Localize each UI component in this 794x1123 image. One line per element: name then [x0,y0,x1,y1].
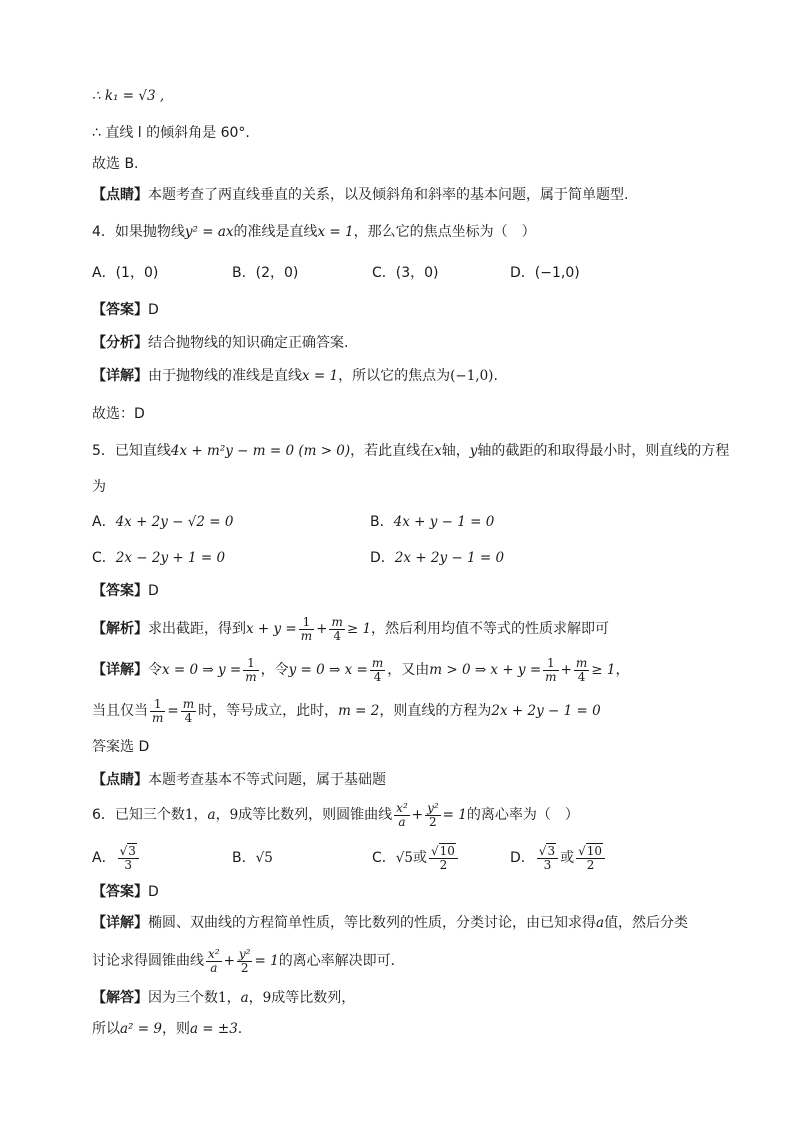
q5-comment [92,770,734,790]
or-word: 或 [560,850,575,866]
q6-detail [92,913,734,933]
denominator: 3 [118,858,139,872]
detail2-text-c: ，则直线的方程为 [379,703,492,719]
q6-option-c-label: C． [372,850,396,866]
plus-sign: + [316,621,328,637]
radicand: 10 [586,843,603,858]
comment-text: 本题考查了两直线垂直的关系，以及倾斜角和斜率的基本问题，属于简单题型. [148,187,629,203]
num-1: 1 [218,990,227,1006]
inequality: ≥ 1 [591,662,616,678]
detail2-text-b: 时，等号成立，此时， [198,703,339,719]
fraction-1-over-m [299,616,314,643]
detail-text-c: ，又由 [387,662,430,678]
detail-eq2: y = 0 ⇒ x = [288,662,368,678]
detail-tag: 【详解】 [92,915,148,931]
answer-value: D [148,583,159,599]
equals-one: = 1 [442,807,467,823]
comment-tag: 【点睛】 [92,772,148,788]
denominator: a [206,961,222,975]
denominator: 4 [181,711,196,725]
q5-text-e: 为 [92,479,106,495]
denominator: m [152,710,164,725]
q5-option-a-eq: 4x + 2y − √2 = 0 [115,514,234,530]
solution-text-d: 成等比数列， [271,990,356,1006]
angle-statement: ∴ 直线 l 的倾斜角是 60°. [92,125,250,141]
denominator: 2 [425,815,441,829]
q6-solution [92,988,734,1008]
numerator: 1 [302,614,311,629]
q4-option-d: D．(−1,0) [510,265,580,281]
or-word: 或 [412,850,427,866]
q5-option-a-label: A． [92,514,116,530]
denominator: m [545,669,557,684]
q6-option-d-label: D． [510,850,535,866]
answer-value: D [148,884,159,900]
numerator: y² [238,946,251,961]
equals-sign: = [167,703,179,719]
detail-text-a: 由于抛物线的准线是直线 [148,368,302,384]
var-a: a [596,915,605,931]
text-so: 所以 [92,1021,120,1037]
fraction-y2-over-2 [237,948,253,975]
fraction-x2-over-a [206,948,222,975]
q5-answer [92,581,734,601]
q6-num-1: 1 [184,807,194,823]
answer-text: 故选 B. [92,156,139,172]
numerator: m [331,614,343,629]
question-5-options-cd [92,548,734,568]
inequality: ≥ 1 [346,621,372,637]
answer-selection-3 [92,154,734,174]
q6-text-e: 的离心率为（ ） [466,807,579,823]
detail-eq1: x = 0 ⇒ y = [162,662,242,678]
numerator: 1 [153,696,162,711]
denominator: 4 [370,670,385,684]
solution-tag: 【解答】 [92,990,148,1006]
analysis-tag: 【解析】 [92,621,148,637]
analysis-tag: 【分析】 [92,335,148,351]
q5-line-eq: 4x + m²y − m = 0 (m > 0) [170,443,351,459]
q6-comma: ， [215,807,230,823]
detail2-eq2: m = 2 [338,703,380,719]
numerator: m [182,696,195,711]
derivation-line-slope [92,86,734,106]
detail-tag: 【详解】 [92,662,148,678]
denominator: 2 [576,858,605,872]
q4-detail [92,366,734,386]
fraction-sqrt10-over-2: $\frac{√10}{2}$ [429,845,458,872]
period: . [237,1021,243,1037]
detail-eq2: (−1,0) [450,368,494,384]
q5-option-b-eq: 4x + y − 1 = 0 [393,514,495,530]
denominator: m [245,669,257,684]
q4-answer [92,300,734,320]
plus-sign: + [560,662,572,678]
numerator: x² [208,946,220,961]
q6-option-b-eq: √5 [255,850,273,866]
detail2-eq3: 2x + 2y − 1 = 0 [491,703,601,719]
denominator: 4 [574,670,589,684]
q5-y: y [469,443,478,459]
fraction-1-over-m [243,657,258,684]
radicand: 10 [439,843,455,858]
detail-text-b: ，所以它的焦点为 [338,368,451,384]
q4-option-a: A．(1，0) [92,265,159,281]
comma: ， [226,990,241,1006]
detail-text-b: 值，然后分类 [604,915,689,931]
numerator: 1 [247,655,255,670]
question-4-options [92,263,734,283]
numerator: m [575,655,588,670]
q5-analysis [92,612,734,646]
radicand: 3 [128,843,136,858]
detail-text-b: ，令 [260,662,289,678]
detail-eq1: x = 1 [302,368,339,384]
comment-tag: 【点睛】 [92,187,148,203]
question-6-options [92,840,734,876]
q6-text-d: 成等比数列，则圆锥曲线 [238,807,393,823]
detail-text-a: 椭圆、双曲线的方程简单性质，等比数列的性质，分类讨论，由已知求得 [148,915,596,931]
q5-detail [92,653,734,687]
q4-option-b: B．(2，0) [232,265,299,281]
q6-var-a: a [207,807,216,823]
q4-option-c: C．(3，0) [372,265,439,281]
q6-text-a: 6．已知三个数 [92,807,185,823]
q4-selection [92,404,734,424]
detail2-text-a: 当且仅当 [92,703,148,719]
answer-value: D [148,302,159,318]
fraction-x2-over-a [394,802,410,829]
eq-a-squared: a² = 9 [120,1021,162,1037]
q5-x: x [434,443,442,459]
eq-a-value: a = ±3 [189,1021,238,1037]
comment-text: 本题考查基本不等式问题，属于基础题 [148,772,386,788]
numerator: m [371,655,384,670]
analysis-text: 结合抛物线的知识确定正确答案. [148,335,349,351]
equals-one: = 1 [254,953,279,969]
comma: ， [248,990,263,1006]
q6-answer [92,882,734,902]
q4-directrix-eq: x = 1 [317,224,354,240]
detail-eq3: m > 0 ⇒ x + y = [429,662,542,678]
detail2-text-a: 讨论求得圆锥曲线 [92,953,204,969]
denominator: 2 [429,858,458,872]
radicand: 3 [547,843,556,858]
fraction-y2-over-2 [425,802,441,829]
fraction-1-over-m [543,657,558,684]
selection-text: 故选：D [92,406,145,422]
denominator: 3 [537,858,558,872]
answer-tag: 【答案】 [92,884,148,900]
denominator: m [300,628,313,643]
var-a: a [240,990,249,1006]
text-then: ，则 [161,1021,190,1037]
denominator: a [394,815,410,829]
q4-parabola-eq: y² = ax [184,224,234,240]
fraction-m-over-4 [574,657,589,684]
q5-text-c: 轴， [441,443,470,459]
fraction-m-over-4 [370,657,385,684]
q5-option-d-eq: 2x + 2y − 1 = 0 [394,550,505,566]
selection-text: 答案选 D [92,739,150,755]
q5-text-b: ，若此直线在 [350,443,435,459]
q5-text-d: 轴的截距的和取得最小时，则直线的方程 [477,443,730,459]
detail-text-a: 令 [148,662,162,678]
answer-tag: 【答案】 [92,302,148,318]
q6-comma: ， [193,807,208,823]
question-6-stem [92,798,734,832]
detail-tag: 【详解】 [92,368,148,384]
fraction-1-over-m [150,698,165,725]
solution-text-a: 因为三个数 [148,990,218,1006]
plus-sign: + [223,953,235,969]
numerator: x² [396,800,408,815]
fraction-m-over-4 [181,698,196,725]
q6-solution-line2 [92,1019,734,1039]
q6-option-a-label: A． [92,850,116,866]
q6-option-b-label: B． [232,850,256,866]
num-9: 9 [262,990,272,1006]
detail-text-c: . [493,368,498,384]
q5-selection [92,737,734,757]
detail2-text-b: 的离心率解决即可. [278,953,396,969]
fraction-m-over-4 [329,616,344,643]
analysis-eq: x + y = [246,621,297,637]
q5-detail-line2 [92,694,734,728]
question-4-stem [92,222,734,242]
numerator: 1 [547,655,555,670]
q6-detail-line2 [92,944,734,978]
analysis-text-a: 求出截距，得到 [148,621,246,637]
numerator: y² [427,800,439,815]
q6-num-9: 9 [229,807,239,823]
fraction-sqrt10-over-2: $\frac{√10}{2}$ [576,845,605,872]
q4-text-c: ，那么它的焦点坐标为（ ） [353,224,536,240]
plus-sign: + [411,807,424,823]
q5-option-c-label: C． [92,550,116,566]
q4-analysis [92,333,734,353]
fraction-sqrt3-over-3: $\frac{√3}{3}$ [118,845,139,872]
q5-option-b-label: B． [370,514,394,530]
question-5-stem-cont [92,477,734,497]
question-5-stem [92,441,734,461]
q6-option-c-eq: √5 [395,850,413,866]
q5-option-c-eq: 2x − 2y + 1 = 0 [115,550,226,566]
q4-text-a: 4．如果抛物线 [92,224,185,240]
detail-text-f: ， [615,662,630,678]
fraction-sqrt3-over-3: $\frac{√3}{3}$ [537,845,558,872]
denominator: 4 [329,629,344,643]
derivation-line-angle [92,123,734,143]
denominator: 2 [237,961,253,975]
q5-option-d-label: D． [370,550,395,566]
analysis-text-d: ，然后利用均值不等式的性质求解即可 [371,621,610,637]
comment-line-3 [92,185,734,205]
answer-tag: 【答案】 [92,583,148,599]
question-5-options-ab [92,512,734,532]
q4-text-b: 的准线是直线 [233,224,318,240]
slope-equation: ∴ k₁ = √3 , [92,88,165,104]
q5-text-a: 5．已知直线 [92,443,171,459]
